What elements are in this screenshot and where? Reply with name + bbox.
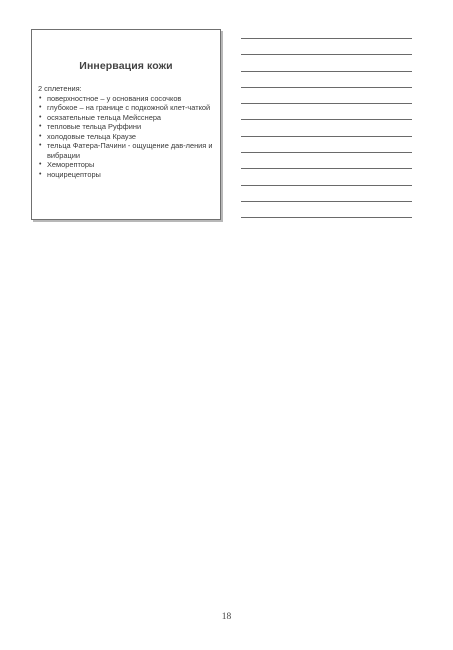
note-line — [241, 55, 412, 71]
list-item-text: глубокое – на границе с подкожной клет-чаткой — [47, 103, 211, 112]
note-line — [241, 120, 412, 136]
bullet-icon: • — [39, 94, 42, 102]
list-item-text: Хеморепторы — [47, 160, 95, 169]
bullet-icon: • — [39, 132, 42, 140]
list-item-text: осязательные тельца Мейсснера — [47, 112, 162, 122]
slide-intro: 2 сплетения: — [38, 84, 82, 93]
bullet-icon: • — [39, 123, 42, 130]
list-item-text: тепловые тельца Руффини — [47, 122, 142, 131]
bullet-icon: • — [39, 161, 42, 168]
page-number: 18 — [221, 612, 232, 622]
notes-lines-area — [241, 37, 412, 218]
bullet-list — [38, 94, 214, 180]
list-item — [38, 122, 214, 132]
list-item-text: ноцирецепторы — [47, 169, 101, 179]
list-item — [38, 132, 214, 142]
slide-frame — [31, 29, 221, 220]
list-item — [38, 160, 214, 170]
note-line — [241, 137, 412, 153]
list-item-text: холодовые тельца Краузе — [47, 131, 137, 141]
note-line — [241, 186, 412, 202]
note-line — [241, 153, 412, 169]
list-item — [38, 94, 214, 104]
note-line — [241, 169, 412, 185]
bullet-icon: • — [39, 104, 42, 111]
note-line — [241, 39, 412, 55]
list-item — [38, 113, 214, 123]
list-item — [38, 170, 214, 180]
note-line — [241, 72, 412, 88]
bullet-icon: • — [39, 113, 42, 121]
bullet-icon: • — [39, 170, 42, 178]
list-item-text: тельца Фатера-Пачини - ощущение дав-ления и вибрации — [47, 141, 213, 160]
note-line — [241, 202, 412, 218]
list-item-text: поверхностное – у основания сосочков — [47, 93, 182, 103]
note-line — [241, 104, 412, 120]
bullet-icon: • — [39, 142, 42, 149]
list-item — [38, 141, 214, 160]
list-item — [38, 103, 214, 113]
note-line — [241, 88, 412, 104]
slide-title: Иннервация кожи — [79, 60, 173, 72]
